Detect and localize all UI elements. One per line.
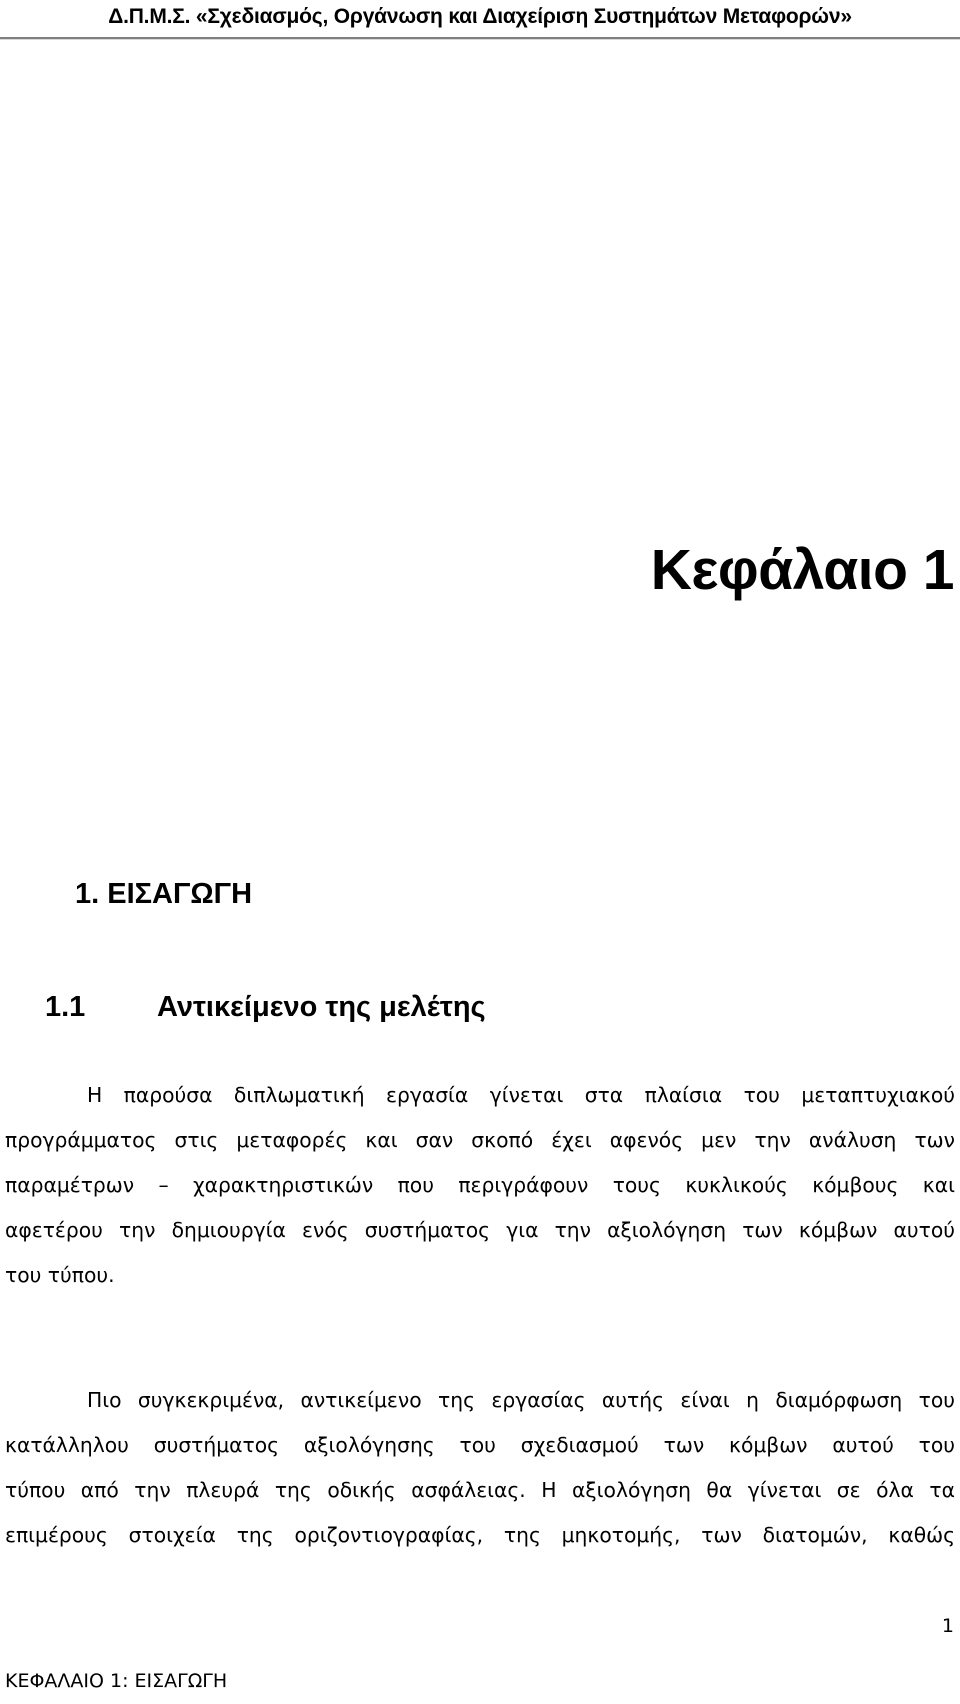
section-heading [75,874,252,914]
paragraph-line: προγράμματος στις μεταφορές και σαν σκοπό έχει αφενός μεν την ανάλυση των [5,1128,955,1152]
subsection-heading [45,987,486,1027]
body-paragraph [5,1073,955,1298]
paragraph-line: τύπου από την πλευρά της οδικής ασφάλειας. Η αξιολόγηση θα γίνεται σε όλα τα [5,1478,955,1502]
subsection-title: Αντικείμενο της μελέτης [156,991,486,1023]
section-title: ΕΙΣΑΓΩΓΗ [107,878,253,910]
paragraph-line: αφετέρου την δημιουργία ενός συστήματος για την αξιολόγηση των κόμβων αυτού [5,1218,955,1242]
paragraph-line: παραμέτρων – χαρακτηριστικών που περιγράφουν τους κυκλικούς κόμβους και [5,1173,955,1197]
running-header: Δ.Π.Μ.Σ. «Σχεδιασμός, Οργάνωση και Διαχείριση Συστημάτων Μεταφορών» [108,5,852,28]
section-number: 1. [75,878,100,910]
subsection-number: 1.1 [45,991,86,1023]
paragraph-line: Πιο συγκεκριμένα, αντικείμενο της εργασίας αυτής είναι η διαμόρφωση του [87,1388,955,1412]
paragraph-line: επιμέρους στοιχεία της οριζοντιογραφίας, της μηκοτομής, των διατομών, καθώς [5,1523,955,1547]
paragraph-line: κατάλληλου συστήματος αξιολόγησης του σχεδιασμού των κόμβων αυτού του [5,1433,955,1457]
chapter-title: Κεφάλαιο 1 [650,538,954,602]
paragraph-line: Η παρούσα διπλωματική εργασία γίνεται στα πλαίσια του μεταπτυχιακού [87,1083,955,1107]
header-divider [0,37,960,40]
paragraph-line: του τύπου. [5,1263,115,1287]
body-paragraph [5,1378,955,1558]
page-number: 1 [941,1615,954,1637]
running-footer: ΚΕΦΑΛΑΙΟ 1: ΕΙΣΑΓΩΓΗ [5,1670,228,1692]
